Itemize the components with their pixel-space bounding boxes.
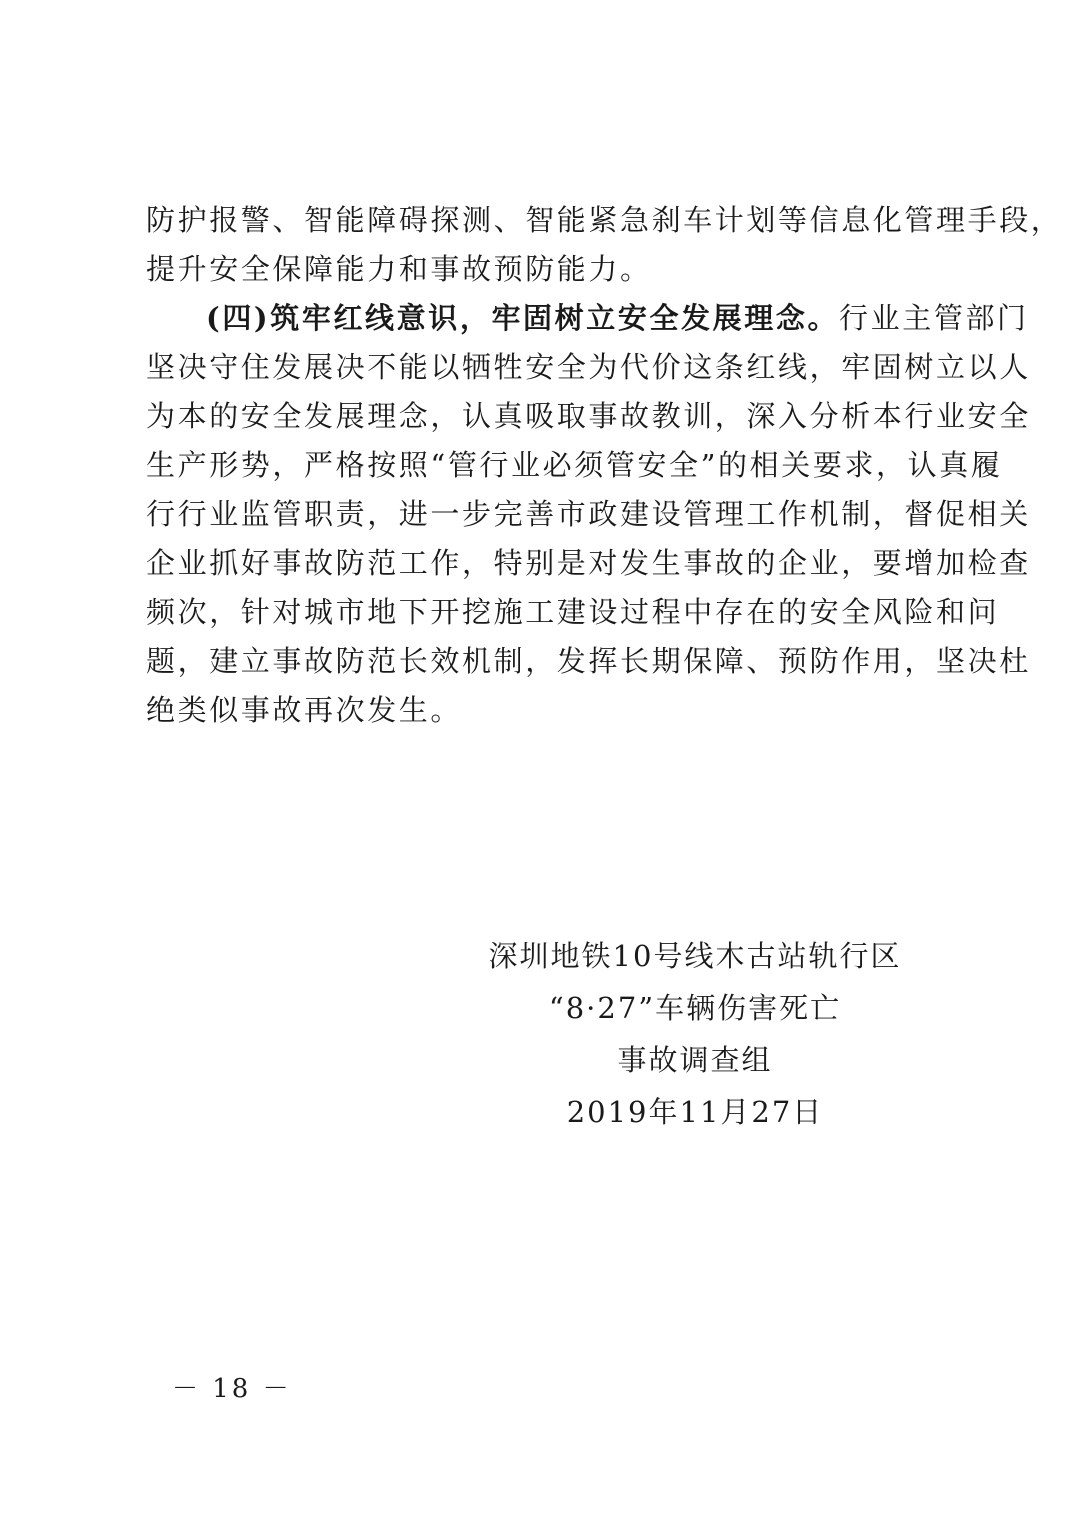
signature-group-line: 事故调查组	[617, 1043, 773, 1077]
paragraph-line: 生产形势，严格按照“管行业必须管安全”的相关要求，认真履	[146, 448, 1003, 482]
paragraph-line: 题，建立事故防范长效机制，发挥长期保障、预防作用，坚决杜	[146, 644, 1031, 678]
body-text	[146, 196, 1063, 735]
signature-date: 2019年11月27日	[566, 1095, 824, 1129]
paragraph-line: 频次，针对城市地下开挖施工建设过程中存在的安全风险和问	[146, 595, 1000, 629]
paragraph-text: 行业主管部门	[839, 301, 1029, 335]
paragraph-line: 防护报警、智能障碍探测、智能紧急刹车计划等信息化管理手段，	[146, 203, 1063, 237]
paragraph-line: 企业抓好事故防范工作，特别是对发生事故的企业，要增加检查	[146, 546, 1031, 580]
paragraph-line: 为本的安全发展理念，认真吸取事故教训，深入分析本行业安全	[146, 399, 1031, 433]
signature-block	[480, 930, 910, 1138]
page-number: － 18 －	[172, 1374, 292, 1404]
paragraph-line: 绝类似事故再次发生。	[146, 693, 463, 727]
signature-incident-line: “8·27”车辆伤害死亡	[548, 991, 842, 1025]
section-heading: (四)筑牢红线意识，牢固树立安全发展理念。	[206, 301, 840, 335]
paragraph-line: 坚决守住发展决不能以牺牲安全为代价这条红线，牢固树立以人	[146, 350, 1031, 384]
paragraph-line: 提升安全保障能力和事故预防能力。	[146, 252, 652, 286]
section-heading-line	[146, 294, 1029, 343]
signature-org-line: 深圳地铁10号线木古站轨行区	[488, 939, 902, 973]
paragraph-line: 行行业监管职责，进一步完善市政建设管理工作机制，督促相关	[146, 497, 1031, 531]
